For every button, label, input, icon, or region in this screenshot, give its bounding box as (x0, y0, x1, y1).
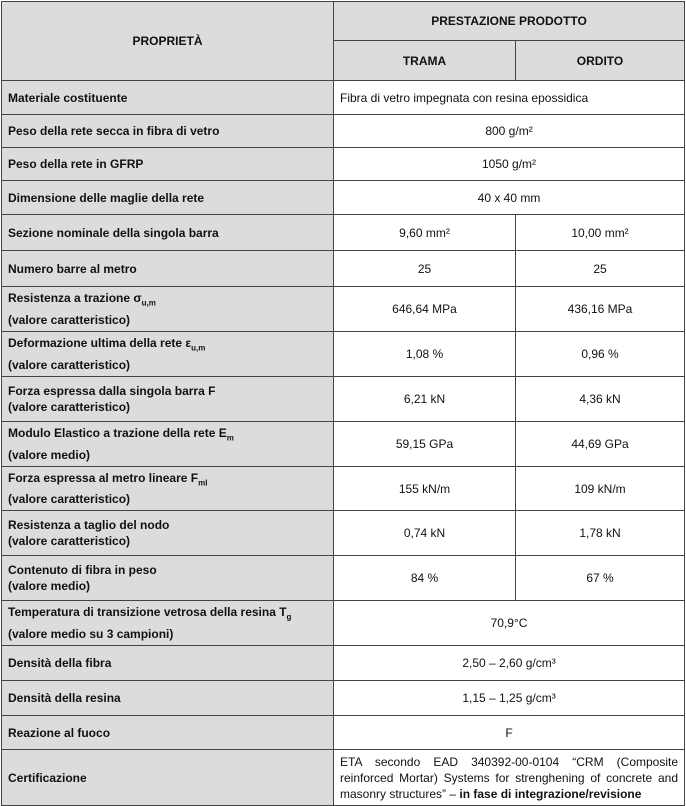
row-ordito-value: 109 kN/m (516, 467, 685, 511)
table-row (2, 681, 685, 716)
row-label: Reazione al fuoco (2, 716, 334, 750)
row-trama-value: 9,60 mm² (334, 215, 516, 251)
row-label: Dimensione delle maglie della rete (2, 181, 334, 215)
row-ordito-value: 25 (516, 251, 685, 287)
table-row (2, 750, 685, 806)
row-ordito-value: 436,16 MPa (516, 287, 685, 332)
row-ordito-value: 1,78 kN (516, 511, 685, 556)
product-spec-table (1, 1, 685, 806)
row-ordito-value: 67 % (516, 556, 685, 601)
property-header: PROPRIETÀ (2, 2, 334, 81)
table-row (2, 287, 685, 332)
row-label: Materiale costituente (2, 81, 334, 115)
row-label: Peso della rete secca in fibra di vetro (2, 115, 334, 148)
row-label: Resistenza a taglio del nodo (valore caratteristico) (2, 511, 334, 556)
row-ordito-value: 44,69 GPa (516, 422, 685, 467)
row-label: Forza espressa al metro lineare $F_{ml}$ (valore caratteristico) (2, 467, 334, 511)
row-value: 40 x 40 mm (334, 181, 685, 215)
table-row (2, 181, 685, 215)
row-value: 1050 g/m² (334, 148, 685, 181)
row-trama-value: 646,64 MPa (334, 287, 516, 332)
row-label: Forza espressa dalla singola barra F (valore caratteristico) (2, 377, 334, 422)
table-row (2, 332, 685, 377)
ordito-header: ORDITO (516, 41, 685, 81)
row-label: Numero barre al metro (2, 251, 334, 287)
table-row (2, 377, 685, 422)
table-row (2, 556, 685, 601)
row-trama-value: 0,74 kN (334, 511, 516, 556)
row-trama-value: 59,15 GPa (334, 422, 516, 467)
table-row (2, 646, 685, 681)
row-label: Peso della rete in GFRP (2, 148, 334, 181)
table-row (2, 115, 685, 148)
table-row (2, 81, 685, 115)
row-ordito-value: 0,96 % (516, 332, 685, 377)
trama-header: TRAMA (334, 41, 516, 81)
row-label: Resistenza a trazione $\sigma_{u,m}$ (valore caratteristico) (2, 287, 334, 332)
row-label: Temperatura di transizione vetrosa della resina $T_g$ (valore medio su 3 campioni) (2, 601, 334, 646)
row-trama-value: 84 % (334, 556, 516, 601)
row-trama-value: 25 (334, 251, 516, 287)
row-value: 1,15 – 1,25 g/cm³ (334, 681, 685, 716)
row-value: Fibra di vetro impegnata con resina epossidica (334, 81, 685, 115)
row-label: Densità della fibra (2, 646, 334, 681)
table-row (2, 251, 685, 287)
row-label: Deformazione ultima della rete $\varepsilon_{u,m}$ (valore caratteristico) (2, 332, 334, 377)
table-row (2, 215, 685, 251)
certification-value: ETA secondo EAD 340392-00-0104 “CRM (Composite reinforced Mortar) Systems for strenghening of concrete and masonry structures” – in fase di integrazione/revisione (334, 750, 685, 806)
row-label: Certificazione (2, 750, 334, 806)
table-row (2, 422, 685, 467)
table-row (2, 716, 685, 750)
row-label: Sezione nominale della singola barra (2, 215, 334, 251)
row-trama-value: 155 kN/m (334, 467, 516, 511)
row-value: 70,9°C (334, 601, 685, 646)
row-ordito-value: 10,00 mm² (516, 215, 685, 251)
row-trama-value: 6,21 kN (334, 377, 516, 422)
row-value: 2,50 – 2,60 g/cm³ (334, 646, 685, 681)
table-row (2, 467, 685, 511)
table-row (2, 511, 685, 556)
performance-header: PRESTAZIONE PRODOTTO (334, 2, 685, 41)
table-row (2, 148, 685, 181)
table-row (2, 601, 685, 646)
row-ordito-value: 4,36 kN (516, 377, 685, 422)
row-label: Modulo Elastico a trazione della rete $E_m$ (valore medio) (2, 422, 334, 467)
row-label: Densità della resina (2, 681, 334, 716)
row-label: Contenuto di fibra in peso (valore medio) (2, 556, 334, 601)
row-value: 800 g/m² (334, 115, 685, 148)
row-value: F (334, 716, 685, 750)
row-trama-value: 1,08 % (334, 332, 516, 377)
